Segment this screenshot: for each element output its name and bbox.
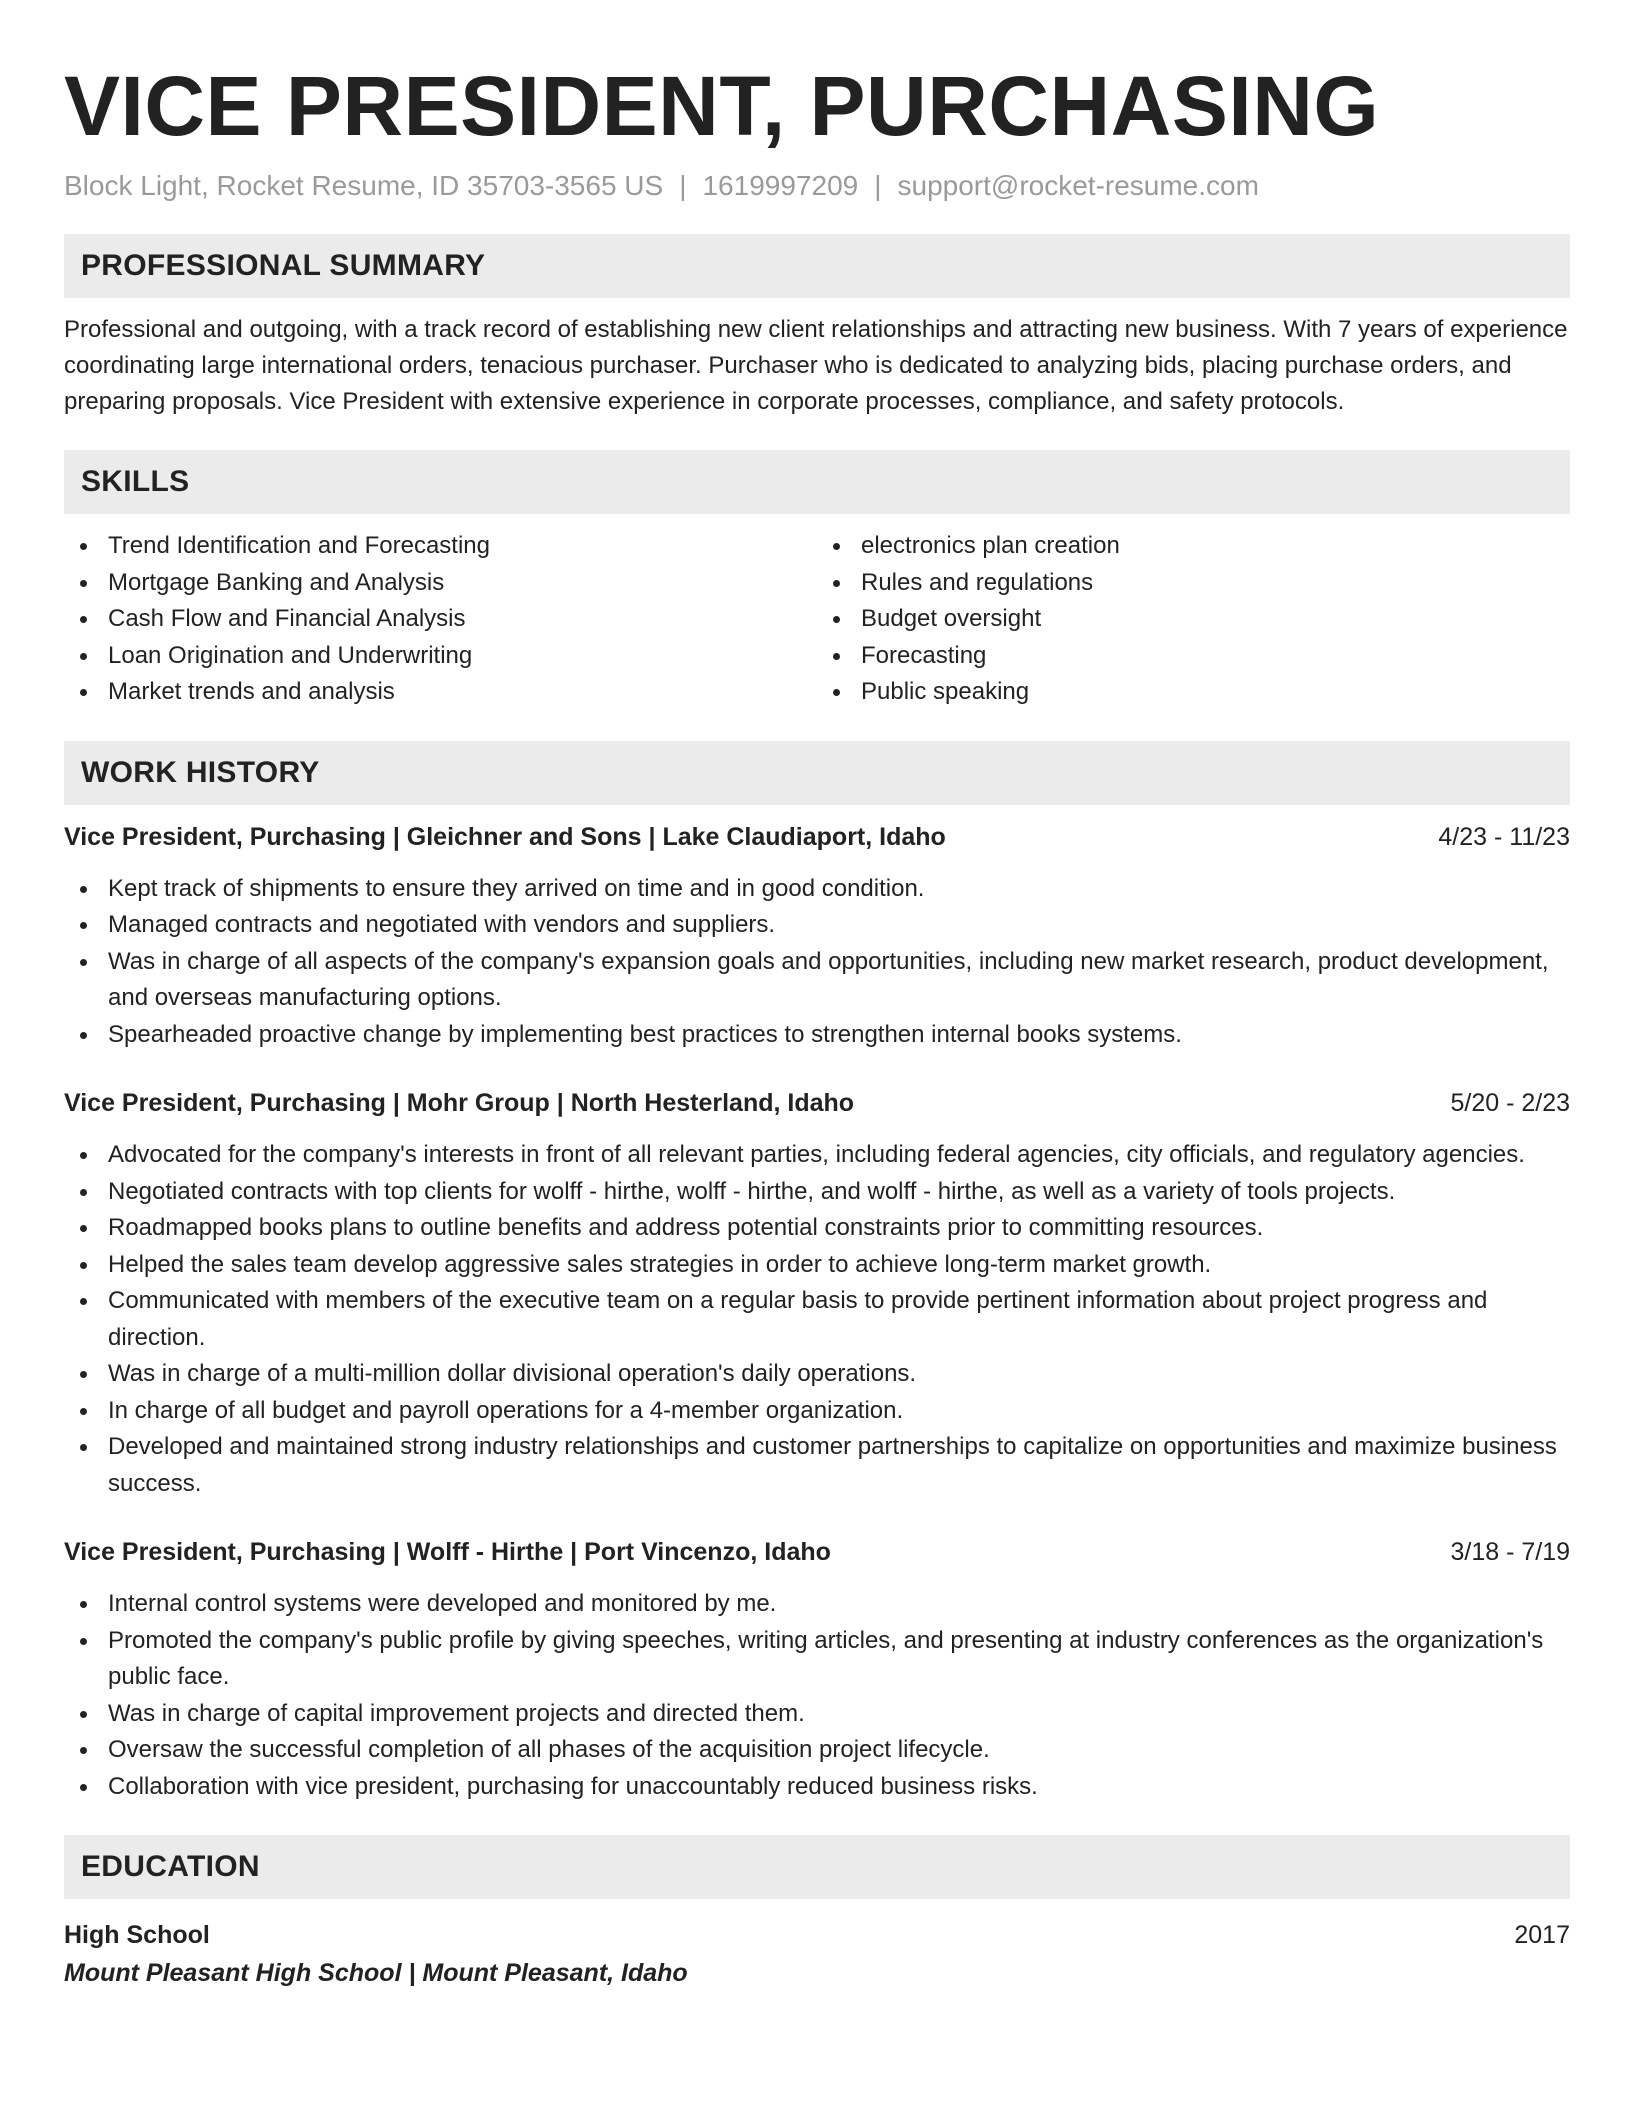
job-header (64, 1534, 1570, 1570)
job-bullet: Helped the sales team develop aggressive sales strategies in order to achieve long-term market growth. (64, 1247, 1570, 1284)
candidate-name: VICE PRESIDENT, PURCHASING (64, 59, 1380, 153)
skill-item: Loan Origination and Underwriting (64, 638, 817, 675)
job-bullet: Was in charge of a multi-million dollar divisional operation's daily operations. (64, 1356, 1570, 1393)
skills-column-right (817, 528, 1570, 711)
skill-item: electronics plan creation (817, 528, 1570, 565)
work-heading: WORK HISTORY (81, 755, 320, 789)
job-bullet: Managed contracts and negotiated with vendors and suppliers. (64, 907, 1570, 944)
job-title: Vice President, Purchasing | Gleichner and Sons | Lake Claudiaport, Idaho (64, 822, 946, 851)
job-bullet: Advocated for the company's interests in front of all relevant parties, including federal agencies, city officials, and regulatory agencies. (64, 1137, 1570, 1174)
job-title: Vice President, Purchasing | Wolff - Hirthe | Port Vincenzo, Idaho (64, 1538, 831, 1566)
job-bullet: Oversaw the successful completion of all phases of the acquisition project lifecycle. (64, 1732, 1570, 1769)
education-section-header (64, 1835, 1570, 1899)
work-section-header (64, 741, 1570, 805)
job-bullet: Spearheaded proactive change by implementing best practices to strengthen internal books systems. (64, 1017, 1570, 1054)
job-dates: 3/18 - 7/19 (1450, 1538, 1570, 1566)
skills-list (64, 528, 1570, 711)
education-degree: High School (64, 1921, 210, 1949)
summary-section-header (64, 234, 1570, 298)
job-dates: 4/23 - 11/23 (1438, 822, 1570, 851)
job-header (64, 1085, 1570, 1121)
skill-item: Rules and regulations (817, 565, 1570, 602)
job-dates: 5/20 - 2/23 (1450, 1089, 1570, 1117)
job-bullet: Kept track of shipments to ensure they arrived on time and in good condition. (64, 871, 1570, 908)
skills-section-header (64, 450, 1570, 514)
contact-line (64, 168, 1570, 204)
skill-item: Forecasting (817, 638, 1570, 675)
summary-heading: PROFESSIONAL SUMMARY (81, 249, 486, 282)
education-entry (64, 1917, 1570, 1991)
skills-column-left (64, 528, 817, 711)
job-bullets (64, 1586, 1570, 1805)
job-bullet: Developed and maintained strong industry relationships and customer partnerships to capitalize on opportunities and maximize business success. (64, 1429, 1570, 1502)
skill-item: Market trends and analysis (64, 674, 817, 711)
job-bullet: In charge of all budget and payroll operations for a 4-member organization. (64, 1393, 1570, 1430)
job-bullet: Promoted the company's public profile by giving speeches, writing articles, and presenting at industry conferences as the organization's public face. (64, 1623, 1570, 1696)
job-entry (64, 1085, 1570, 1502)
job-bullet: Communicated with members of the executive team on a regular basis to provide pertinent information about project progress and direction. (64, 1283, 1570, 1356)
job-title: Vice President, Purchasing | Mohr Group | North Hesterland, Idaho (64, 1089, 855, 1117)
education-heading: EDUCATION (81, 1850, 260, 1883)
job-entry (64, 819, 1570, 1054)
summary-text: Professional and outgoing, with a track record of establishing new client relationships and attracting new business. With 7 years of experience coordinating large international orders, tenacious purchaser. Purchaser who is dedicated to analyzing bids, placing purchase orders, and preparing proposals. Vice President with extensive experience in corporate processes, compliance, and safety protocols. (64, 316, 1568, 415)
job-bullets (64, 1137, 1570, 1502)
job-bullet: Roadmapped books plans to outline benefits and address potential constraints prior to committing resources. (64, 1210, 1570, 1247)
job-bullets (64, 871, 1570, 1054)
skill-item: Public speaking (817, 674, 1570, 711)
skill-item: Budget oversight (817, 601, 1570, 638)
skills-heading: SKILLS (81, 465, 190, 498)
job-bullet: Was in charge of capital improvement projects and directed them. (64, 1696, 1570, 1733)
job-bullet: Was in charge of all aspects of the company's expansion goals and opportunities, including new market research, product development, and overseas manufacturing options. (64, 944, 1570, 1017)
education-year: 2017 (1514, 1921, 1570, 1949)
contact-address: Block Light, Rocket Resume, ID 35703-3565 US (64, 170, 664, 201)
skill-item: Mortgage Banking and Analysis (64, 565, 817, 602)
job-bullet: Negotiated contracts with top clients for wolff - hirthe, wolff - hirthe, and wolff - hirthe, as well as a variety of tools projects. (64, 1174, 1570, 1211)
skill-item: Trend Identification and Forecasting (64, 528, 817, 565)
skill-item: Cash Flow and Financial Analysis (64, 601, 817, 638)
contact-email[interactable]: support@rocket-resume.com (897, 170, 1259, 201)
job-header (64, 819, 1570, 855)
education-school: Mount Pleasant High School | Mount Pleasant, Idaho (64, 1959, 688, 1987)
contact-separator: | (874, 170, 882, 201)
contact-phone: 1619997209 (702, 170, 859, 201)
job-bullet: Collaboration with vice president, purchasing for unaccountably reduced business risks. (64, 1769, 1570, 1806)
contact-separator: | (679, 170, 687, 201)
job-entry (64, 1534, 1570, 1805)
job-bullet: Internal control systems were developed and monitored by me. (64, 1586, 1570, 1623)
education-header (64, 1917, 1570, 1953)
